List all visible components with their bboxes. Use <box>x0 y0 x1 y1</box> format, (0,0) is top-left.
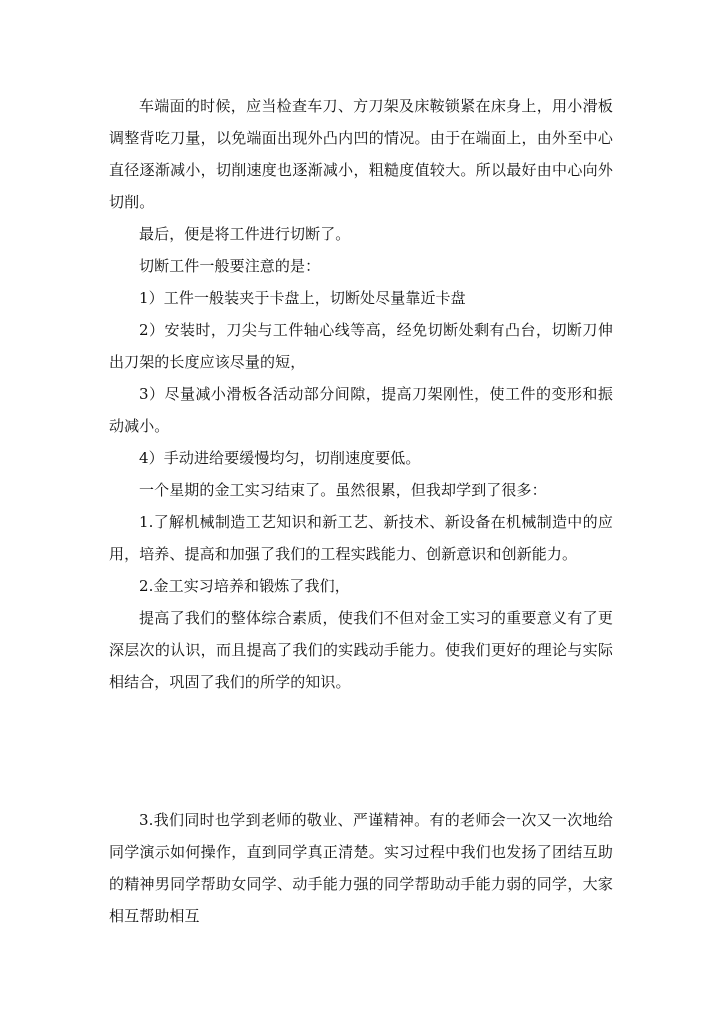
summary-point-3: 3.我们同时也学到老师的敬业、严谨精神。有的老师会一次又一次地给同学演示如何操作，直到同学真正清楚。实习过程中我们也发扬了团结互助的精神男同学帮助女同学、动手能力强的同学帮助动手能力弱的同学，大家相互帮助相互 <box>109 811 613 925</box>
text-block-1 <box>109 90 613 698</box>
list-item-2: 2）安装时，刀尖与工件轴心线等高，经免切断处剩有凸台，切断刀伸出刀架的长度应该尽量的短， <box>109 321 613 371</box>
summary-point-2-detail: 提高了我们的整体综合素质，使我们不但对金工实习的重要意义有了更深层次的认识，而且提高了我们的实践动手能力。使我们更好的理论与实际相结合，巩固了我们的所学的知识。 <box>109 609 613 691</box>
list-item-3: 3）尽量减小滑板各活动部分间隙，提高刀架刚性，使工件的变形和振动减小。 <box>109 385 613 435</box>
summary-point-2: 2.金工实习培养和锻炼了我们， <box>139 577 350 595</box>
list-item-4: 4）手动进给要缓慢均匀，切削速度要低。 <box>139 449 421 467</box>
text-block-2 <box>109 804 613 932</box>
paragraph-cutoff-intro: 最后，便是将工件进行切断了。 <box>139 225 351 243</box>
paragraph-facing-operation: 车端面的时候，应当检查车刀、方刀架及床鞍锁紧在床身上，用小滑板调整背吃刀量，以免端面出现外凸内凹的情况。由于在端面上，由外至中心直径逐渐减小，切削速度也逐渐减小，粗糙度值较大。所以最好由中心向外切削。 <box>109 97 613 211</box>
summary-point-1: 1.了解机械制造工艺知识和新工艺、新技术、新设备在机械制造中的应用，培养、提高和加强了我们的工程实践能力、创新意识和创新能力。 <box>109 513 613 563</box>
paragraph-summary-intro: 一个星期的金工实习结束了。虽然很累，但我却学到了很多： <box>139 481 547 499</box>
paragraph-cutoff-notes-heading: 切断工件一般要注意的是： <box>139 257 321 275</box>
list-item-1: 1）工件一般装夹于卡盘上，切断处尽量靠近卡盘 <box>139 289 466 307</box>
